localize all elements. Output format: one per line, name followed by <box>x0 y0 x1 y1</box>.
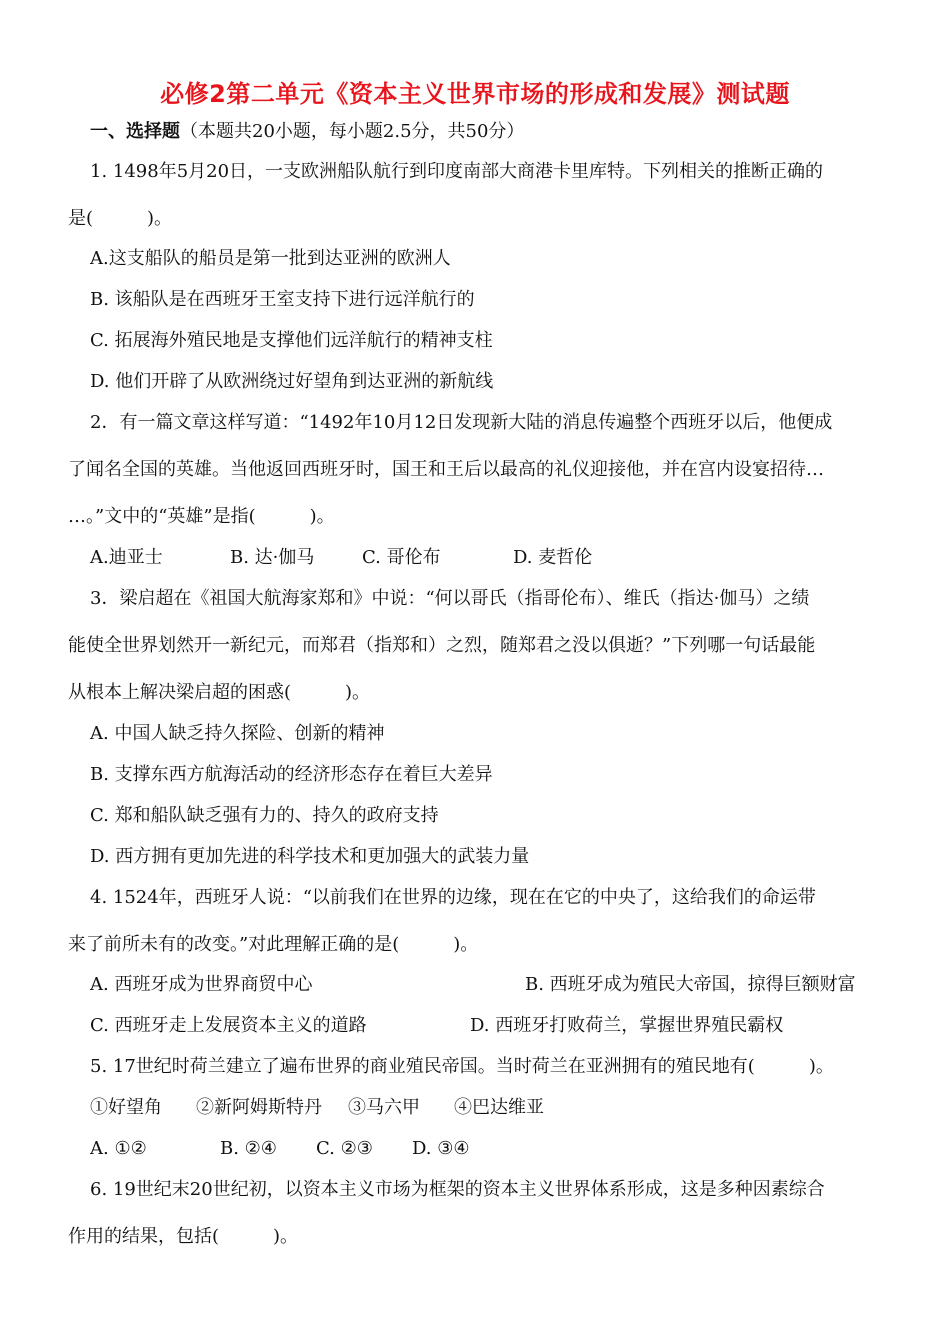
question-4-line-1: 4. 1524年，西班牙人说：“以前我们在世界的边缘，现在在它的中央了，这给我们的命运带 <box>90 887 816 908</box>
question-2-option-d: D. 麦哲伦 <box>513 547 593 568</box>
question-5-item-1: ①好望角 <box>90 1097 162 1118</box>
question-3-option-b: B. 支撑东西方航海活动的经济形态存在着巨大差异 <box>90 764 493 785</box>
question-1-line-1: 1. 1498年5月20日，一支欧洲船队航行到印度南部大商港卡里库特。下列相关的推断正确的 <box>90 161 824 182</box>
question-2-option-b: B. 达·伽马 <box>230 547 315 568</box>
question-3-line-3: 从根本上解决梁启超的困惑( )。 <box>68 682 371 703</box>
question-4-option-d: D. 西班牙打败荷兰，掌握世界殖民霸权 <box>470 1015 784 1036</box>
question-4-option-a: A. 西班牙成为世界商贸中心 <box>90 974 313 995</box>
question-3-option-a: A. 中国人缺乏持久探险、创新的精神 <box>90 723 385 744</box>
question-3-option-d: D. 西方拥有更加先进的科学技术和更加强大的武装力量 <box>90 846 530 867</box>
question-1-line-2: 是( )。 <box>68 208 173 229</box>
section-heading-line <box>90 121 524 143</box>
question-6-line-1: 6. 19世纪末20世纪初，以资本主义市场为框架的资本主义世界体系形成，这是多种因素综合 <box>90 1179 825 1200</box>
question-5-item-2: ②新阿姆斯特丹 <box>196 1097 322 1118</box>
question-5-line-1: 5. 17世纪时荷兰建立了遍布世界的商业殖民帝国。当时荷兰在亚洲拥有的殖民地有( )。 <box>90 1056 834 1077</box>
question-3-option-c: C. 郑和船队缺乏强有力的、持久的政府支持 <box>90 805 439 826</box>
question-5-option-a: A. ①② <box>90 1138 147 1159</box>
question-5-option-d: D. ③④ <box>412 1138 470 1159</box>
question-6-line-2: 作用的结果，包括( )。 <box>68 1226 299 1247</box>
question-2-line-2: 了闻名全国的英雄。当他返回西班牙时，国王和王后以最高的礼仪迎接他，并在宫内设宴招待… <box>68 459 824 480</box>
question-2-line-3: …。”文中的“英雄”是指( )。 <box>68 506 335 527</box>
question-5-option-b: B. ②④ <box>220 1138 277 1159</box>
page-title: 必修2第二单元《资本主义世界市场的形成和发展》测试题 <box>160 80 790 108</box>
question-4-option-c: C. 西班牙走上发展资本主义的道路 <box>90 1015 367 1036</box>
question-2-option-c: C. 哥伦布 <box>362 547 441 568</box>
question-3-line-1: 3．梁启超在《祖国大航海家郑和》中说：“何以哥氏（指哥伦布）、维氏（指达·伽马）之绩 <box>90 588 810 609</box>
question-4-line-2: 来了前所未有的改变。”对此理解正确的是( )。 <box>68 934 479 955</box>
question-5-item-3: ③马六甲 <box>348 1097 420 1118</box>
question-1-option-a: A.这支船队的船员是第一批到达亚洲的欧洲人 <box>90 248 451 269</box>
question-3-line-2: 能使全世界划然开一新纪元，而郑君（指郑和）之烈，随郑君之没以俱逝？”下列哪一句话最能 <box>68 635 816 656</box>
section-note: （本题共20小题，每小题2.5分，共50分） <box>180 121 525 142</box>
question-2-option-a: A.迪亚士 <box>90 547 163 568</box>
question-1-option-d: D. 他们开辟了从欧洲绕过好望角到达亚洲的新航线 <box>90 371 494 392</box>
question-1-option-b: B. 该船队是在西班牙王室支持下进行远洋航行的 <box>90 289 475 310</box>
question-2-line-1: 2．有一篇文章这样写道：“1492年10月12日发现新大陆的消息传遍整个西班牙以后，他便成 <box>90 412 833 433</box>
question-5-option-c: C. ②③ <box>316 1138 373 1159</box>
section-heading: 一、选择题 <box>90 121 180 142</box>
question-4-option-b: B. 西班牙成为殖民大帝国，掠得巨额财富 <box>525 974 856 995</box>
question-5-item-4: ④巴达维亚 <box>454 1097 544 1118</box>
question-1-option-c: C. 拓展海外殖民地是支撑他们远洋航行的精神支柱 <box>90 330 493 351</box>
